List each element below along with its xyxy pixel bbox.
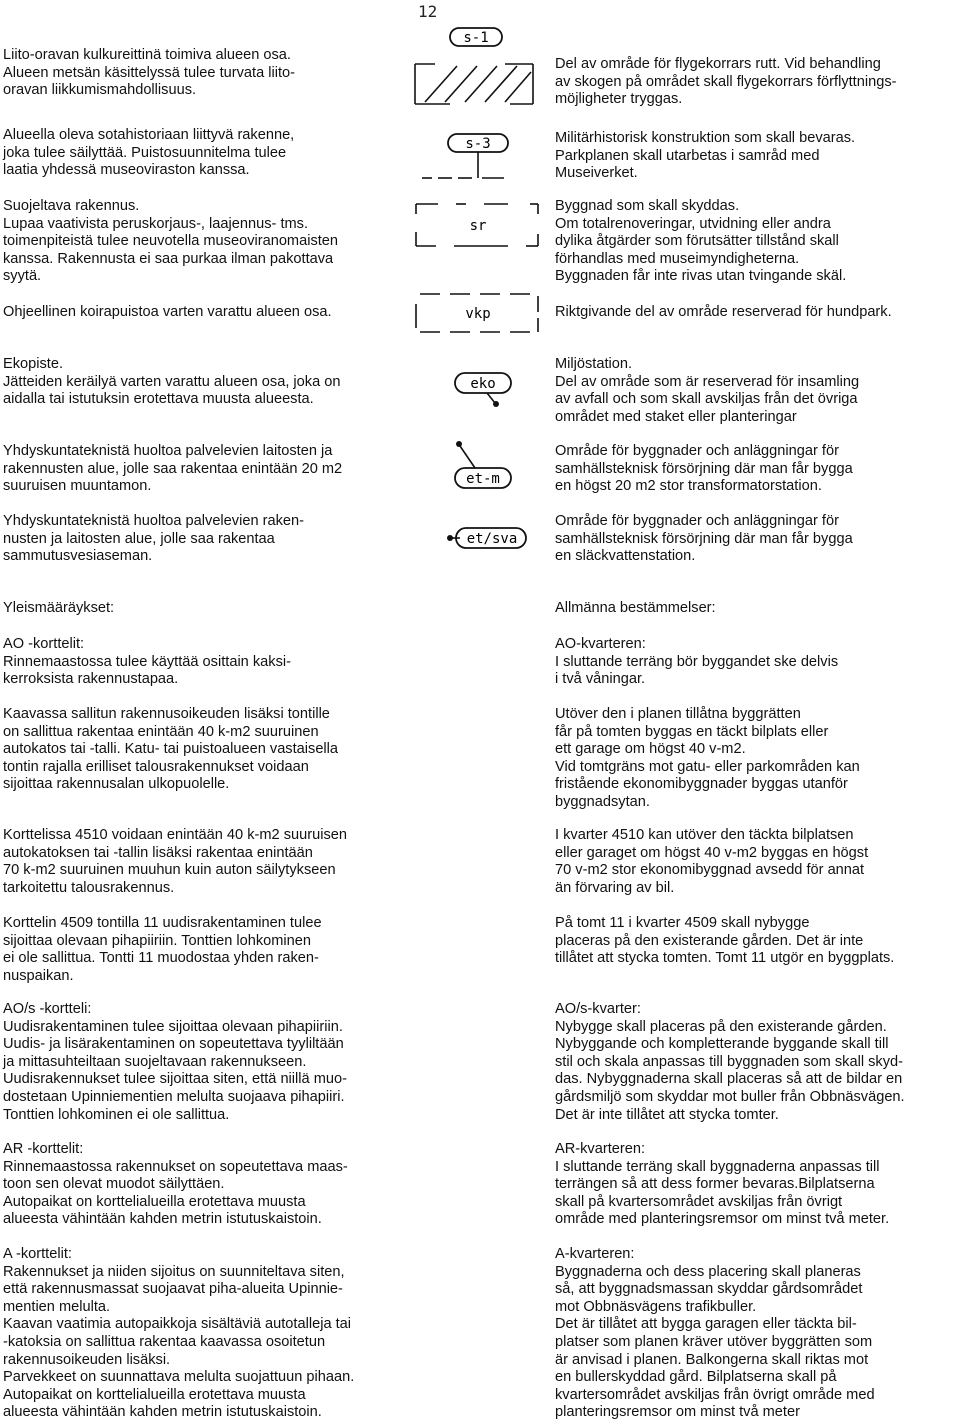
legend-sv-fire-water: Område för byggnader och anläggningar för samhällsteknisk försörjning där man får bygga en släckvattenstation. [555,513,853,565]
symbol-label-sr: sr [469,218,487,234]
general-fi-ar: AR -korttelit: Rinnemaastossa rakennukset on sopeutettava maas- toon sen olevat muodot säilyttäen. Autopaikat on korttelialueilla erotettava muusta alueesta vähintään kahden metrin istutuskaistoin. [3,1141,348,1228]
general-sv-ao-s: AO/s-kvarter: Nybygge skall placeras på den existerande gården. Nybyggande och kompletterande byggande skall till stil och skala anpassas till byggnaden som skall skyd- das. Nybyggnaderna skall placeras så att de bildar en gårdsmiljö som skyddar mot buller från Obbnäsvägen. Det är inte tillåtet att stycka tomter. [555,1001,905,1123]
legend-fi-protected-building: Suojeltava rakennus. Lupaa vaativista peruskorjaus-, laajennus- tms. toimenpiteistä tulee neuvotella museoviranomaisten kanssa. Rakennusta ei saa purkaa ilman pakottava syytä. [3,198,339,285]
protected-building-symbol [408,196,548,256]
legend-fi-flying-squirrel: Liito-oravan kulkureittinä toimiva alueen osa. Alueen metsän käsittelyssä tulee turvata liito- oravan liikkumismahdollisuus. [3,47,296,99]
legend-sv-protected-building: Byggnad som skall skyddas. Om totalrenoveringar, utvidning eller andra dylika åtgärder som förutsätter tillstånd skall förhandlas med museimyndigheterna. Byggnaden får inte rivas utan tvingande skäl. [555,198,847,285]
general-fi-a: A -korttelit: Rakennukset ja niiden sijoitus on suunniteltava siten, että rakennusmassat suojaavat piha-alueita Upinnie- mentien melulta. Kaavan vaatimia autopaikkoja sisältäviä autotalleja tai -katoksia on sallittua rakentaa kaavassa osoitetun rakennusoikeuden lisäksi. Parvekkeet on suunnattava melulta suojattuun pihaan. Autopaikat on korttelialueilla erotettava muusta alueesta vähintään kahden metrin istutuskaistoin. [3,1246,355,1421]
symbol-label-s3: s-3 [465,136,491,152]
legend-sv-dog-park: Riktgivande del av område reserverad för hundpark. [555,304,892,320]
legend-sv-transformer: Område för byggnader och anläggningar för samhällsteknisk försörjning där man får bygga en högst 20 m2 stor transformatorstation. [555,443,853,495]
general-fi-garage: Kaavassa sallitun rakennusoikeuden lisäksi tontille on sallittua rakentaa enintään 40 k-m2 suuruinen autokatos tai -talli. Katu- tai puistoalueen vastaisella tontin rajalla erilliset talousrakennukset voidaan sijoittaa rakennusalan ulkopuolelle. [3,706,339,793]
legend-sv-flying-squirrel: Del av område för flygekorrars rutt. Vid behandling av skogen på området skall flygekorrars förflyttnings- möjligheter tryggas. [555,56,897,108]
general-sv-ar: AR-kvarteren: I sluttande terräng skall byggnaderna anpassas till terrängen så att dess former bevaras.Bilplatserna skall på kvartersområdet avskiljas från övrigt område med planteringsremsor om minst två meter. [555,1141,890,1228]
legend-fi-military-structure: Alueella oleva sotahistoriaan liittyvä rakenne, joka tulee säilyttää. Puistosuunnitelma tulee laatia yhdessä museoviraston kanssa. [3,127,295,179]
dog-park-symbol [408,282,548,342]
general-sv-4509: På tomt 11 i kvarter 4509 skall nybygge placeras på den existerande gården. Det är inte tillåtet att stycka tomten. Tomt 11 utgör en byggplats. [555,915,895,967]
symbol-label-vkp: vkp [465,306,491,322]
legend-fi-fire-water: Yhdyskuntateknistä huoltoa palvelevien raken- nusten ja laitosten alue, jolle saa rakentaa sammutusvesiaseman. [3,513,304,565]
symbol-label-eko: eko [470,376,496,392]
transformer-station-symbol [445,438,525,494]
general-sv-4510: I kvarter 4510 kan utöver den täckta bilplatsen eller garaget om högst 40 v-m2 byggas en högst 70 v-m2 stor ekonomibyggnad avsedd för annat än förvaring av bil. [555,827,869,896]
general-heading-sv: Allmänna bestämmelser: [555,600,716,616]
legend-sv-military-structure: Militärhistorisk konstruktion som skall bevaras. Parkplanen skall utarbetas i samråd med Museiverket. [555,130,856,182]
general-heading-fi: Yleismääräykset: [3,600,115,616]
legend-fi-eco-point: Ekopiste. Jätteiden keräilyä varten varattu alueen osa, joka on aidalla tai istutuksin erotettava muusta alueesta. [3,356,341,408]
general-fi-4509: Korttelin 4509 tontilla 11 uudisrakentaminen tulee sijoittaa olevaan pihapiiriin. Tonttien lohkominen ei ole sallittua. Tontti 11 muodostaa yhden raken- nuspaikan. [3,915,322,984]
symbol-label-s1: s-1 [463,30,489,46]
general-sv-ao: AO-kvarteren: I sluttande terräng bör byggandet ske delvis i två våningar. [555,636,839,688]
general-sv-garage: Utöver den i planen tillåtna byggrätten får på tomten byggas en täckt bilplats eller ett garage om högst 40 v-m2. Vid tomtgräns mot gatu- eller parkområden kan fristående ekonomibyggnader byggas utanför byggnadsytan. [555,706,860,810]
legend-fi-transformer: Yhdyskuntateknistä huoltoa palvelevien laitosten ja rakennusten alue, jolle saa rakentaa enintään 20 m2 suuruisen muuntamon. [3,443,343,495]
legend-fi-dog-park: Ohjeellinen koirapuistoa varten varattu alueen osa. [3,304,332,320]
fire-water-station-symbol [440,522,530,558]
flying-squirrel-route-symbol [405,24,540,109]
general-fi-ao: AO -korttelit: Rinnemaastossa tulee käyttää osittain kaksi- kerroksista rakennustapaa. [3,636,291,688]
legend-sv-eco-point: Miljöstation. Del av område som är reserverad för insamling av avfall och som skall avskiljas från det övriga området med staket eller planteringar [555,356,860,425]
symbol-label-et-m: et-m [466,471,500,487]
general-fi-ao-s: AO/s -kortteli: Uudisrakentaminen tulee sijoittaa olevaan pihapiiriin. Uudis- ja lisärakentaminen on sopeutettava tyyliltään ja mittasuhteiltaan suojeltavaan rakennukseen. Uudisrakennukset tulee sijoittaa siten, että niillä muo- dostetaan Upinniementien melulta suojaava pihapiiri. Tonttien lohkominen ei ole sallittua. [3,1001,347,1123]
general-sv-a: A-kvarteren: Byggnaderna och dess placering skall planeras så, att byggnadsmassan skyddar gårdsområdet mot Obbnäsvägens trafikbuller. Det är tillåtet att bygga garagen eller täckta bil- platser som planen kräver utöver byggrätten som är anvisad i planen. Balkongerna skall riktas mot en bullerskyddad gård. Bilplatserna skall på kvartersområdet avskiljas från övrigt område med planteringsremsor om minst två meter [555,1246,875,1421]
military-structure-symbol [410,128,520,188]
symbol-label-et-sva: et/sva [466,531,518,547]
general-fi-4510: Korttelissa 4510 voidaan enintään 40 k-m2 suuruisen autokatoksen tai -tallin lisäksi rakentaa enintään 70 k-m2 suuruinen muuhun kuin auton säilytykseen tarkoitettu talousrakennus. [3,827,347,896]
eco-point-symbol [445,365,525,415]
page-number: 12 [418,2,438,21]
